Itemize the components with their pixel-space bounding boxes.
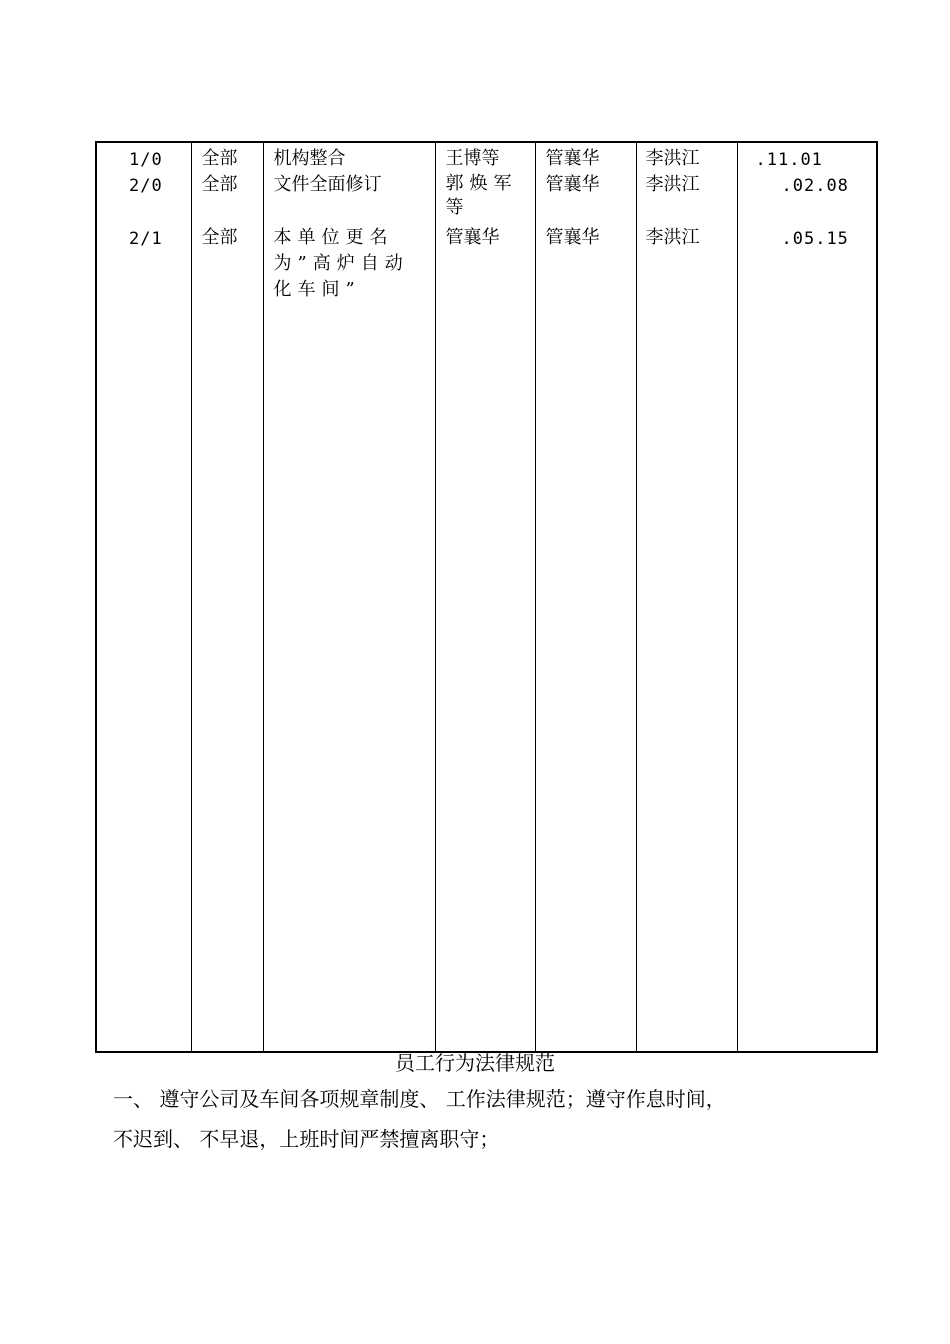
reviewer-column xyxy=(535,142,636,1052)
content-column xyxy=(263,142,435,1052)
approver-cell: 李洪江 xyxy=(645,148,700,169)
date-cell: .02.08 xyxy=(781,176,849,196)
scope-column xyxy=(191,142,263,1052)
author-cell: 管襄华 xyxy=(445,227,500,248)
version-cell: 1/0 xyxy=(129,150,163,170)
content-cell: 机构整合 xyxy=(273,148,346,169)
table-body-row xyxy=(96,142,877,1052)
revision-table xyxy=(95,141,878,1053)
date-cell: .05.15 xyxy=(781,229,849,249)
author-column xyxy=(435,142,535,1052)
content-cell: 文件全面修订 xyxy=(273,174,382,195)
approver-cell: 李洪江 xyxy=(645,227,700,248)
paragraph-line: 一、 遵守公司及车间各项规章制度、 工作法律规范；遵守作息时间， xyxy=(113,1087,726,1111)
paragraph-line: 不迟到、 不早退，上班时间严禁擅离职守； xyxy=(113,1127,500,1151)
reviewer-cell: 管襄华 xyxy=(545,227,600,248)
reviewer-cell: 管襄华 xyxy=(545,174,600,195)
section-title: 员工行为法律规范 xyxy=(395,1051,555,1075)
date-column xyxy=(737,142,877,1052)
version-column xyxy=(96,142,191,1052)
reviewer-cell: 管襄华 xyxy=(545,148,600,169)
scope-cell: 全部 xyxy=(201,148,238,169)
author-cell: 王博等 xyxy=(445,148,500,169)
approver-column xyxy=(636,142,737,1052)
scope-cell: 全部 xyxy=(201,227,238,248)
date-cell: .11.01 xyxy=(755,150,823,170)
version-cell: 2/1 xyxy=(129,229,163,249)
author-cell: 郭焕军等 xyxy=(445,173,518,218)
approver-cell: 李洪江 xyxy=(645,174,700,195)
content-cell: 本单位更名为”高炉自动化车间” xyxy=(273,227,409,300)
version-cell: 2/0 xyxy=(129,176,163,196)
scope-cell: 全部 xyxy=(201,174,238,195)
